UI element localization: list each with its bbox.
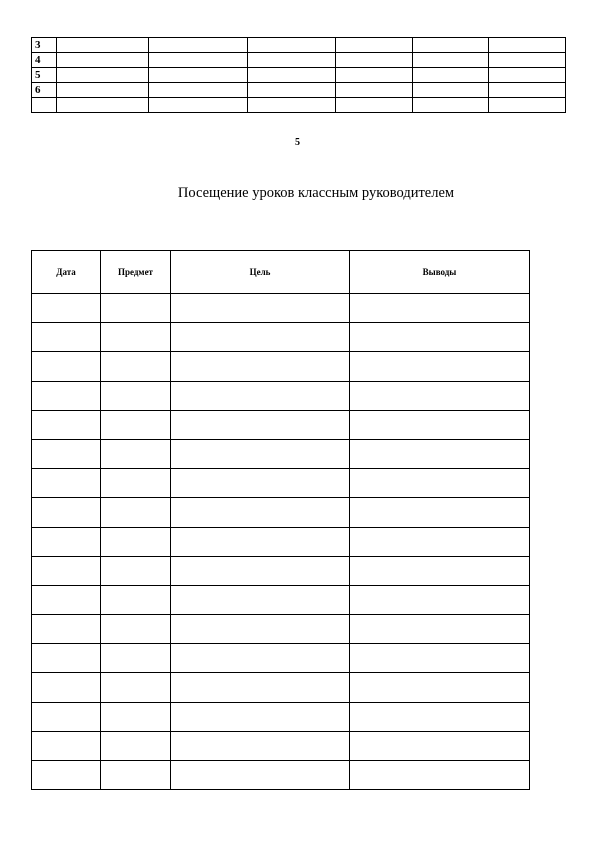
row-number: 5 (32, 68, 57, 83)
table-cell (171, 469, 350, 498)
table-cell (101, 294, 171, 323)
table-cell (171, 527, 350, 556)
table-cell (32, 761, 101, 790)
top-table-row (32, 38, 566, 53)
table-cell (412, 38, 488, 53)
table-cell (149, 68, 248, 83)
table-cell (32, 439, 101, 468)
table-cell (488, 98, 565, 113)
row-number: 3 (32, 38, 57, 53)
table-cell (171, 410, 350, 439)
table-cell (57, 38, 149, 53)
table-cell (101, 469, 171, 498)
table-cell (248, 53, 335, 68)
table-cell (488, 53, 565, 68)
top-table-row (32, 53, 566, 68)
table-cell (488, 83, 565, 98)
table-cell (101, 615, 171, 644)
table-cell (171, 644, 350, 673)
table-cell (335, 98, 412, 113)
table-cell (57, 98, 149, 113)
table-cell (171, 556, 350, 585)
table-row (32, 294, 530, 323)
table-cell (32, 585, 101, 614)
top-table (31, 37, 566, 113)
table-cell (171, 439, 350, 468)
table-cell (248, 83, 335, 98)
table-cell (350, 556, 530, 585)
table-cell (32, 381, 101, 410)
table-row (32, 381, 530, 410)
table-row (32, 352, 530, 381)
table-cell (171, 323, 350, 352)
table-cell (32, 644, 101, 673)
table-cell (171, 761, 350, 790)
table-cell (101, 527, 171, 556)
table-cell (171, 294, 350, 323)
table-row (32, 644, 530, 673)
table-row (32, 761, 530, 790)
table-cell (171, 498, 350, 527)
table-cell (149, 98, 248, 113)
table-cell (32, 731, 101, 760)
page-number: 5 (295, 137, 300, 148)
table-cell (350, 644, 530, 673)
row-number: 4 (32, 53, 57, 68)
table-cell (248, 38, 335, 53)
table-cell (32, 294, 101, 323)
table-cell (350, 323, 530, 352)
table-row (32, 498, 530, 527)
row-number (32, 98, 57, 113)
table-cell (57, 83, 149, 98)
table-cell (171, 615, 350, 644)
table-cell (57, 53, 149, 68)
table-cell (350, 439, 530, 468)
table-cell (335, 83, 412, 98)
table-cell (32, 673, 101, 702)
table-cell (149, 38, 248, 53)
top-table-row (32, 98, 566, 113)
table-cell (149, 53, 248, 68)
table-cell (412, 98, 488, 113)
table-cell (32, 469, 101, 498)
table-cell (335, 68, 412, 83)
header-subject: Предмет (101, 251, 171, 294)
table-row (32, 323, 530, 352)
table-cell (101, 323, 171, 352)
table-cell (248, 68, 335, 83)
table-cell (350, 410, 530, 439)
table-cell (248, 98, 335, 113)
table-cell (101, 381, 171, 410)
table-cell (350, 498, 530, 527)
table-cell (350, 352, 530, 381)
table-cell (350, 294, 530, 323)
table-cell (488, 38, 565, 53)
table-cell (335, 53, 412, 68)
table-cell (101, 761, 171, 790)
table-cell (32, 323, 101, 352)
table-cell (171, 702, 350, 731)
table-cell (101, 644, 171, 673)
table-row (32, 585, 530, 614)
table-cell (101, 352, 171, 381)
section-title: Посещение уроков классным руководителем (177, 185, 455, 201)
table-cell (101, 439, 171, 468)
table-row (32, 410, 530, 439)
table-cell (412, 53, 488, 68)
table-cell (171, 731, 350, 760)
table-cell (101, 731, 171, 760)
table-cell (350, 469, 530, 498)
table-row (32, 469, 530, 498)
table-cell (32, 615, 101, 644)
table-cell (412, 83, 488, 98)
table-cell (101, 673, 171, 702)
table-cell (171, 585, 350, 614)
header-goal: Цель (171, 251, 350, 294)
row-number: 6 (32, 83, 57, 98)
table-row (32, 615, 530, 644)
visits-table-header-row (32, 251, 530, 294)
table-cell (101, 556, 171, 585)
table-cell (350, 615, 530, 644)
table-cell (171, 352, 350, 381)
table-row (32, 673, 530, 702)
table-row (32, 439, 530, 468)
header-date: Дата (32, 251, 101, 294)
table-cell (412, 68, 488, 83)
visits-table (31, 250, 530, 790)
table-cell (171, 673, 350, 702)
table-cell (32, 410, 101, 439)
table-cell (335, 38, 412, 53)
top-table-row (32, 68, 566, 83)
table-cell (32, 527, 101, 556)
table-cell (32, 498, 101, 527)
table-cell (57, 68, 149, 83)
table-cell (350, 702, 530, 731)
table-cell (101, 585, 171, 614)
table-cell (350, 381, 530, 410)
table-cell (32, 556, 101, 585)
table-cell (101, 498, 171, 527)
table-row (32, 731, 530, 760)
table-cell (350, 585, 530, 614)
table-row (32, 702, 530, 731)
table-cell (350, 673, 530, 702)
top-table-row (32, 83, 566, 98)
table-cell (350, 527, 530, 556)
table-cell (350, 761, 530, 790)
table-cell (101, 702, 171, 731)
table-cell (488, 68, 565, 83)
table-cell (149, 83, 248, 98)
table-cell (101, 410, 171, 439)
table-cell (32, 702, 101, 731)
table-row (32, 556, 530, 585)
table-cell (350, 731, 530, 760)
table-cell (171, 381, 350, 410)
table-row (32, 527, 530, 556)
table-cell (32, 352, 101, 381)
header-conclusions: Выводы (350, 251, 530, 294)
